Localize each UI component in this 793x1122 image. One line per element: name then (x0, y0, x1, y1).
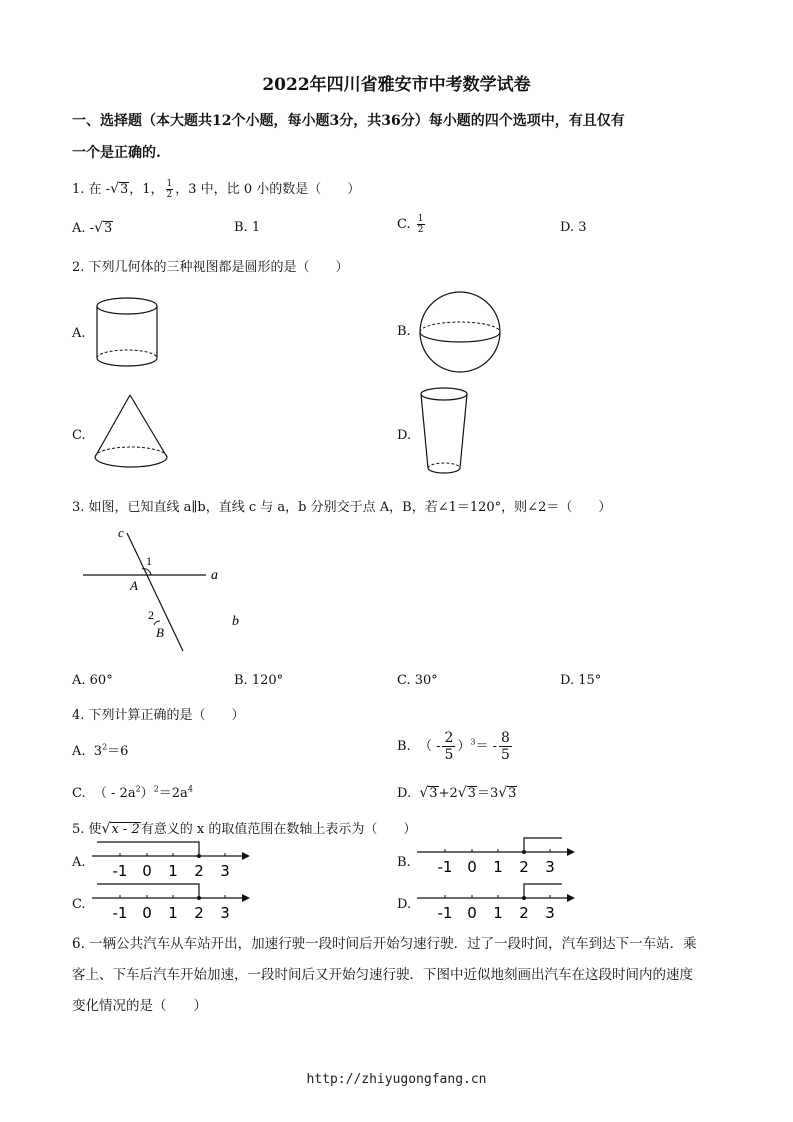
q4-option-d-label: D. (397, 786, 412, 801)
number-line-tick-label: 2 (519, 858, 529, 876)
arrow-icon (242, 894, 250, 902)
number-line-tick-label: 0 (467, 858, 477, 876)
solution-ray (97, 884, 199, 898)
q4-option-b-den: 5 (444, 747, 454, 763)
q4-option-b-open: （ - (418, 739, 441, 754)
label-angle-1: 1 (146, 554, 152, 568)
question-6-line2: 客上、下车后汽车开始加速，一段时间后又开始匀速行驶．下图中近似地刻画出汽车在这段时间内的速度 (72, 967, 693, 983)
label-angle-2: 2 (148, 608, 154, 622)
arrow-icon (567, 894, 575, 902)
number-line-b (417, 838, 577, 878)
solution-ray (524, 884, 562, 898)
number-line-a (92, 842, 252, 882)
q1-option-d[interactable]: D. 3 (560, 220, 587, 235)
q1-option-a-minus: - (89, 221, 95, 236)
question-4: 4. 下列计算正确的是（ ） (72, 708, 245, 723)
label-point-B: B (156, 625, 164, 640)
number-line-tick-label: -1 (437, 904, 453, 922)
q1-option-a-label: A. (72, 221, 86, 236)
endpoint-dot (522, 896, 526, 900)
q4-option-a-rest: ＝6 (107, 744, 129, 759)
number-line-tick-label: -1 (112, 904, 128, 922)
q3-option-d[interactable]: D. 15° (560, 673, 602, 688)
q4-option-d-eq: ＝3 (476, 786, 499, 801)
q1-frac-den: 2 (166, 190, 173, 200)
number-line-tick-label: 3 (220, 904, 230, 922)
arrow-icon (567, 848, 575, 856)
label-point-A: A (130, 578, 138, 593)
q2-option-d[interactable]: D. (397, 428, 412, 443)
number-line-tick-label: 1 (493, 904, 503, 922)
question-6-line3: 变化情况的是（ ） (72, 998, 207, 1014)
cone-figure (92, 392, 172, 472)
q4-option-b-close: ） (457, 739, 471, 754)
number-line-tick-label: -1 (112, 862, 128, 880)
q1-option-c[interactable] (397, 214, 427, 235)
number-line-tick-label: 2 (194, 904, 204, 922)
q1-option-b[interactable]: B. 1 (234, 220, 261, 235)
q4-option-b-eq: ＝ - (475, 739, 498, 754)
q5-option-d[interactable]: D. (397, 897, 412, 912)
q4-option-b[interactable] (397, 730, 514, 763)
q4-option-c-open: （ - 2a (93, 786, 136, 801)
endpoint-dot (197, 854, 201, 858)
arrow-icon (242, 852, 250, 860)
question-3: 3. 如图，已知直线 a∥b，直线 c 与 a，b 分别交于点 A，B，若∠1＝120°，则∠2＝（ ） (72, 500, 612, 515)
q4-option-b-exp: 3 (470, 737, 476, 747)
cylinder-figure (92, 292, 162, 372)
q3-option-b[interactable]: B. 120° (234, 673, 284, 688)
q4-option-d-radicand-3: 3 (508, 786, 517, 801)
q2-option-c[interactable]: C. (72, 428, 86, 443)
q5-radicand: x - 2 (111, 822, 140, 837)
q1-option-a-radicand: 3 (104, 221, 113, 236)
q5-option-a[interactable]: A. (72, 855, 86, 870)
q1-option-c-fraction (417, 214, 425, 235)
sqrt-sign: √ (110, 181, 119, 197)
section-heading-line1: 一、选择题（本大题共12个小题，每小题3分，共36分）每小题的四个选项中，有且仅有 (72, 113, 625, 129)
q1-fraction (166, 179, 174, 200)
q2-option-b[interactable]: B. (397, 324, 411, 339)
number-line-tick-label: 1 (168, 904, 178, 922)
q1-prefix: 1. 在 - (72, 182, 111, 197)
q4-option-d-radicand-1: 3 (429, 786, 438, 801)
endpoint-dot (197, 896, 201, 900)
q1-option-c-label: C. (397, 217, 411, 232)
q1-radicand: 3 (119, 182, 129, 197)
sqrt-sign: √ (498, 785, 508, 801)
sqrt-sign: √ (101, 821, 111, 837)
q4-option-c-exp2: 2 (153, 784, 159, 794)
number-line-tick-label: 0 (142, 904, 152, 922)
number-line-tick-label: 2 (519, 904, 529, 922)
q1-option-c-den: 2 (417, 225, 424, 235)
q4-option-c-label: C. (72, 786, 86, 801)
q4-option-a-base: 3 (93, 744, 103, 759)
q4-option-d-radicand-2: 3 (467, 786, 476, 801)
q4-option-c-eq: ＝2a (158, 786, 188, 801)
q5-prefix: 5. 使 (72, 822, 102, 837)
number-line-tick-label: 2 (194, 862, 204, 880)
q1-mid: ，1， (129, 182, 164, 197)
q4-option-c-exp1: 2 (135, 784, 141, 794)
q1-frac-num: 1 (166, 179, 173, 189)
question-6-line1: 6. 一辆公共汽车从车站开出，加速行驶一段时间后开始匀速行驶．过了一段时间，汽车到达下一车站．乘 (72, 936, 697, 952)
sqrt-sign: √ (457, 785, 467, 801)
number-line-c (92, 884, 252, 924)
question-2: 2. 下列几何体的三种视图都是圆形的是（ ） (72, 260, 349, 275)
number-line-tick-label: 0 (142, 862, 152, 880)
page-title: 2022年四川省雅安市中考数学试卷 (262, 75, 531, 95)
q5-suffix: 有意义的 x 的取值范围在数轴上表示为（ ） (140, 822, 417, 837)
number-line-tick-label: 3 (545, 858, 555, 876)
number-line-tick-label: 1 (493, 858, 503, 876)
section-heading-line2: 一个是正确的. (72, 145, 161, 161)
q4-option-d[interactable] (397, 782, 517, 801)
label-b: b (232, 614, 239, 629)
q2-option-a[interactable]: A. (72, 326, 86, 341)
q4-option-b-label: B. (397, 739, 411, 754)
q4-option-b-num2: 8 (501, 730, 510, 746)
q4-option-a-exp: 2 (102, 742, 108, 752)
sphere-figure (418, 290, 502, 374)
q4-option-a[interactable] (72, 740, 128, 759)
q4-option-b-den2: 5 (501, 747, 510, 763)
parallel-lines-figure (80, 525, 260, 655)
q5-option-b[interactable]: B. (397, 855, 411, 870)
q4-option-c[interactable] (72, 782, 193, 801)
number-line-d (417, 884, 577, 924)
number-line-tick-label: 0 (467, 904, 477, 922)
number-line-tick-label: -1 (437, 858, 453, 876)
q4-option-d-plus: +2 (438, 786, 458, 801)
q5-option-c[interactable]: C. (72, 897, 86, 912)
q4-option-b-fraction (442, 730, 455, 763)
q4-option-c-exp3: 4 (187, 784, 193, 794)
q3-option-a[interactable]: A. 60° (72, 673, 113, 688)
sqrt-sign: √ (419, 785, 429, 801)
q1-option-c-num: 1 (417, 214, 424, 224)
q4-option-a-label: A. (72, 744, 86, 759)
q1-option-a[interactable] (72, 220, 113, 236)
footer-url[interactable]: http://zhiyugongfang.cn (306, 1072, 487, 1087)
cup-figure (418, 384, 472, 480)
question-5 (72, 818, 416, 837)
q3-option-c[interactable]: C. 30° (397, 673, 438, 688)
question-1 (72, 178, 360, 200)
sqrt-sign: √ (94, 220, 103, 236)
solution-ray (524, 838, 562, 852)
number-line-tick-label: 1 (168, 862, 178, 880)
q4-option-b-num: 2 (444, 730, 454, 746)
endpoint-dot (522, 850, 526, 854)
q4-option-b-fraction-2 (499, 730, 512, 763)
q1-suffix: ，3 中，比 0 小的数是（ ） (175, 182, 361, 197)
number-line-tick-label: 3 (545, 904, 555, 922)
label-c: c (118, 525, 124, 540)
label-a: a (211, 568, 218, 583)
q4-option-c-close: ） (140, 786, 154, 801)
solution-ray (97, 842, 199, 856)
number-line-tick-label: 3 (220, 862, 230, 880)
